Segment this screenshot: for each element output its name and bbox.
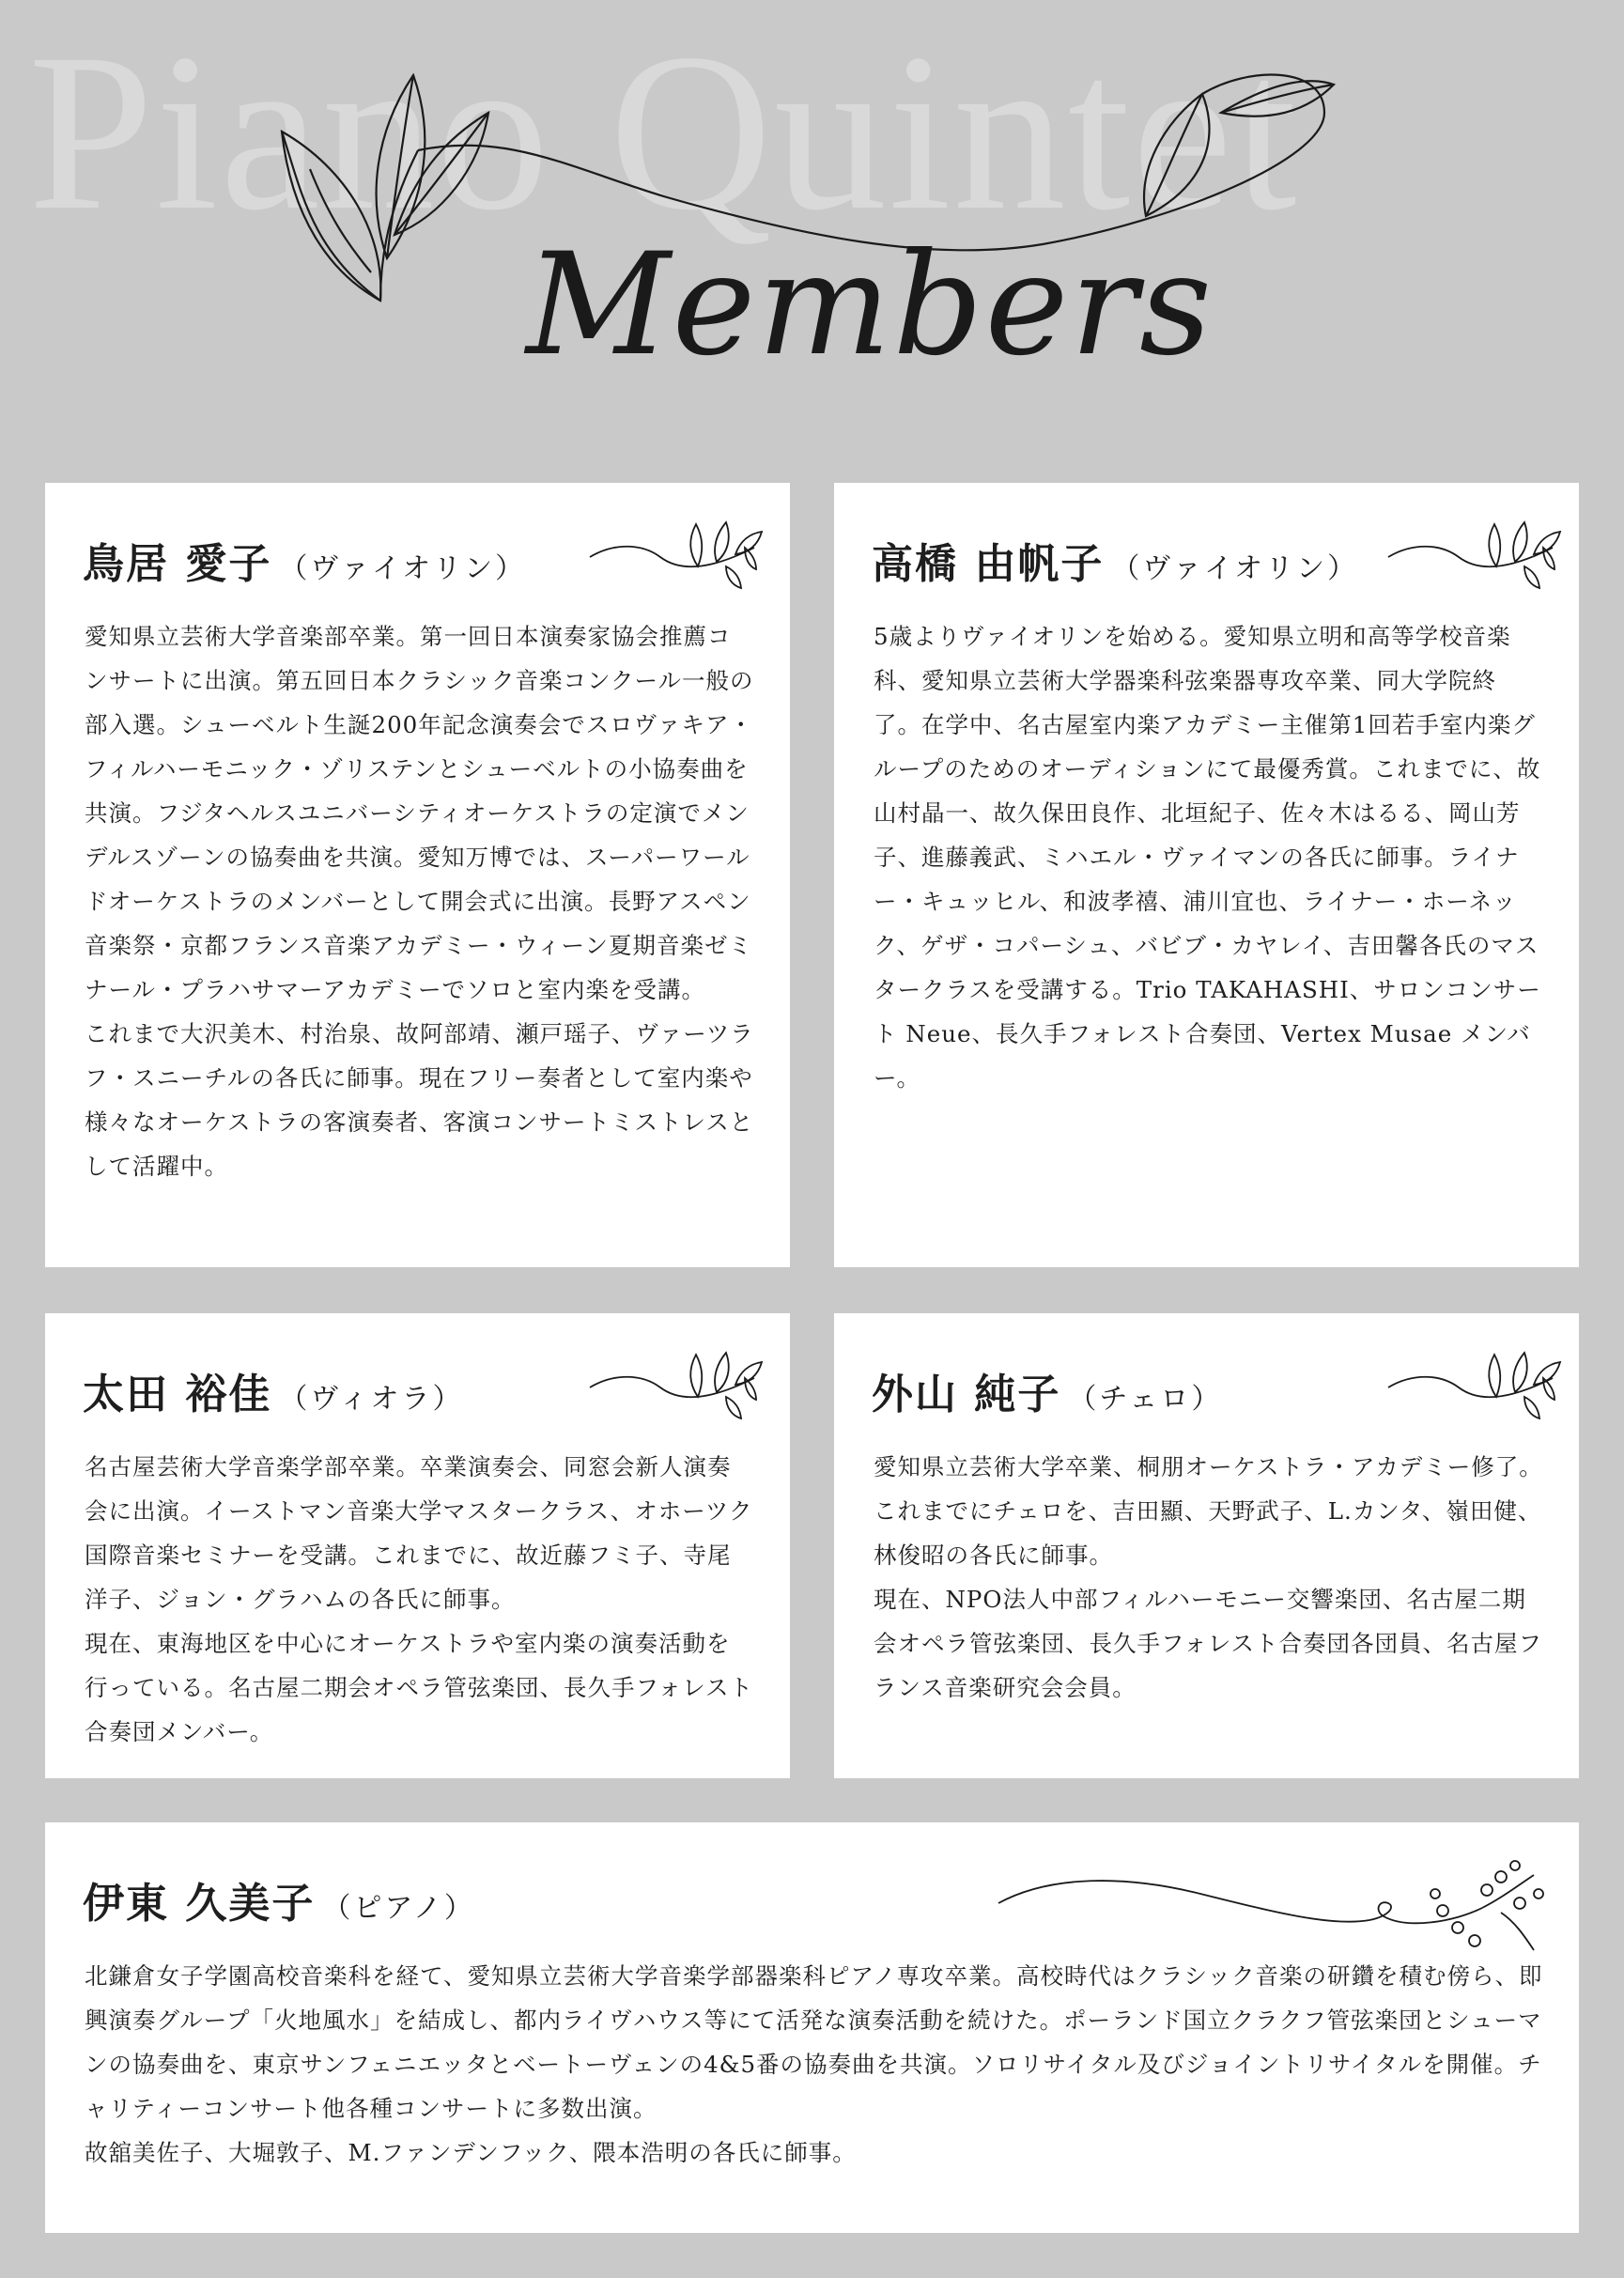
member-card-ota xyxy=(45,1313,790,1778)
bio-paragraph: これまで大沢美木、村治泉、故阿部靖、瀬戸瑶子、ヴァーツラフ・スニーチルの各氏に師事。現在フリー奏者として室内楽や様々なオーケストラの客演奏者、客演コンサートミストレスとして活躍中。 xyxy=(85,1020,754,1180)
bio-paragraph: 北鎌倉女子学園高校音楽科を経て、愛知県立芸術大学音楽学部器楽科ピアノ専攻卒業。高校時代はクラシック音楽の研鑽を積む傍ら、即興演奏グループ「火地風水」を結成し、都内ライヴハウス等にて活発な演奏活動を続けた。ポーランド国立クラクフ管弦楽団とシューマンの協奏曲を、東京サンフェニエッタとベートーヴェンの4&5番の協奏曲を共演。ソロリサイタル及びジョイントリサイタルを開催。チャリティーコンサート他各種コンサートに多数出演。 xyxy=(85,1962,1543,2122)
bio-paragraph: 愛知県立芸術大学音楽部卒業。第一回日本演奏家協会推薦コンサートに出演。第五回日本クラシック音楽コンクール一般の部入選。シューベルト生誕200年記念演奏会でスロヴァキア・フィルハーモニック・ゾリステンとシューベルトの小協奏曲を共演。フジタヘルスユニバーシティオーケストラの定演でメンデルスゾーンの協奏曲を共演。愛知万博では、スーパーワールドオーケストラのメンバーとして開会式に出演。長野アスペン音楽祭・京都フランス音楽アカデミー・ウィーン夏期音楽ゼミナール・プラハサマーアカデミーでソロと室内楽を受講。 xyxy=(85,623,754,1003)
berry-flourish-ornament xyxy=(994,1856,1557,1960)
member-name: 太田 裕佳 xyxy=(83,1371,272,1418)
member-instrument: （チェロ） xyxy=(1068,1383,1223,1416)
member-bio xyxy=(874,614,1543,1100)
bio-paragraph: 5歳よりヴァイオリンを始める。愛知県立明和高等学校音楽科、愛知県立芸術大学器楽科弦楽器専攻卒業、同大学院終了。在学中、名古屋室内楽アカデミー主催第1回若手室内楽グループのためのオーディションにて最優秀賞。これまでに、故山村晶一、故久保田良作、北垣紀子、佐々木はるる、岡山芳子、進藤義武、ミハエル・ヴァイマンの各氏に師事。ライナー・キュッヒル、和波孝禧、浦川宜也、ライナー・ホーネック、ゲザ・コパーシュ、バビブ・カヤレイ、吉田馨各氏のマスタークラスを受講する。Trio TAKAHASHI、サロンコンサート Neue、長久手フォレスト合奏団、Vertex Musae メンバー。 xyxy=(874,623,1541,1092)
member-header xyxy=(872,1360,1222,1420)
bio-paragraph: 愛知県立芸術大学卒業、桐朋オーケストラ・アカデミー修了。これまでにチェロを、吉田顯、天野武子、L.カンタ、嶺田健、林俊昭の各氏に師事。 xyxy=(874,1453,1543,1569)
bio-paragraph: 故舘美佐子、大堀敦子、M.ファンデンフック、隈本浩明の各氏に師事。 xyxy=(85,2139,857,2166)
member-instrument: （ヴィオラ） xyxy=(279,1383,464,1416)
member-header xyxy=(872,530,1358,590)
sprig-ornament xyxy=(1384,1345,1562,1420)
member-header xyxy=(83,1869,475,1929)
member-card-ito xyxy=(45,1822,1579,2233)
member-card-torii xyxy=(45,483,790,1267)
bio-paragraph: 現在、NPO法人中部フィルハーモニー交響楽団、名古屋二期会オペラ管弦楽団、長久手フォレスト合奏団各団員、名古屋フランス音楽研究会会員。 xyxy=(874,1586,1543,1701)
member-name: 高橋 由帆子 xyxy=(872,540,1105,588)
watermark-text: Piano Quintet xyxy=(28,7,1299,256)
member-name: 外山 純子 xyxy=(872,1371,1061,1418)
sprig-ornament xyxy=(585,1345,764,1420)
member-bio xyxy=(85,614,754,1188)
member-name: 伊東 久美子 xyxy=(83,1880,316,1928)
member-bio xyxy=(85,1445,754,1754)
member-bio xyxy=(85,1954,1543,2175)
sprig-ornament xyxy=(585,515,764,590)
member-header xyxy=(83,530,526,590)
member-header xyxy=(83,1360,464,1420)
member-instrument: （ヴァイオリン） xyxy=(279,552,527,585)
member-card-toyama xyxy=(834,1313,1579,1778)
page-title: Members xyxy=(526,224,1214,387)
member-bio xyxy=(874,1445,1543,1710)
sprig-ornament xyxy=(1384,515,1562,590)
bio-paragraph: 名古屋芸術大学音楽学部卒業。卒業演奏会、同窓会新人演奏会に出演。イーストマン音楽大学マスタークラス、オホーツク国際音楽セミナーを受講。これまでに、故近藤フミ子、寺尾洋子、ジョン・グラハムの各氏に師事。 xyxy=(85,1453,753,1613)
bio-paragraph: 現在、東海地区を中心にオーケストラや室内楽の演奏活動を行っている。名古屋二期会オペラ管弦楽団、長久手フォレスト合奏団メンバー。 xyxy=(85,1630,754,1745)
member-instrument: （ピアノ） xyxy=(322,1892,475,1925)
member-card-takahashi xyxy=(834,483,1579,1267)
member-instrument: （ヴァイオリン） xyxy=(1111,552,1359,585)
member-name: 鳥居 愛子 xyxy=(83,540,272,588)
